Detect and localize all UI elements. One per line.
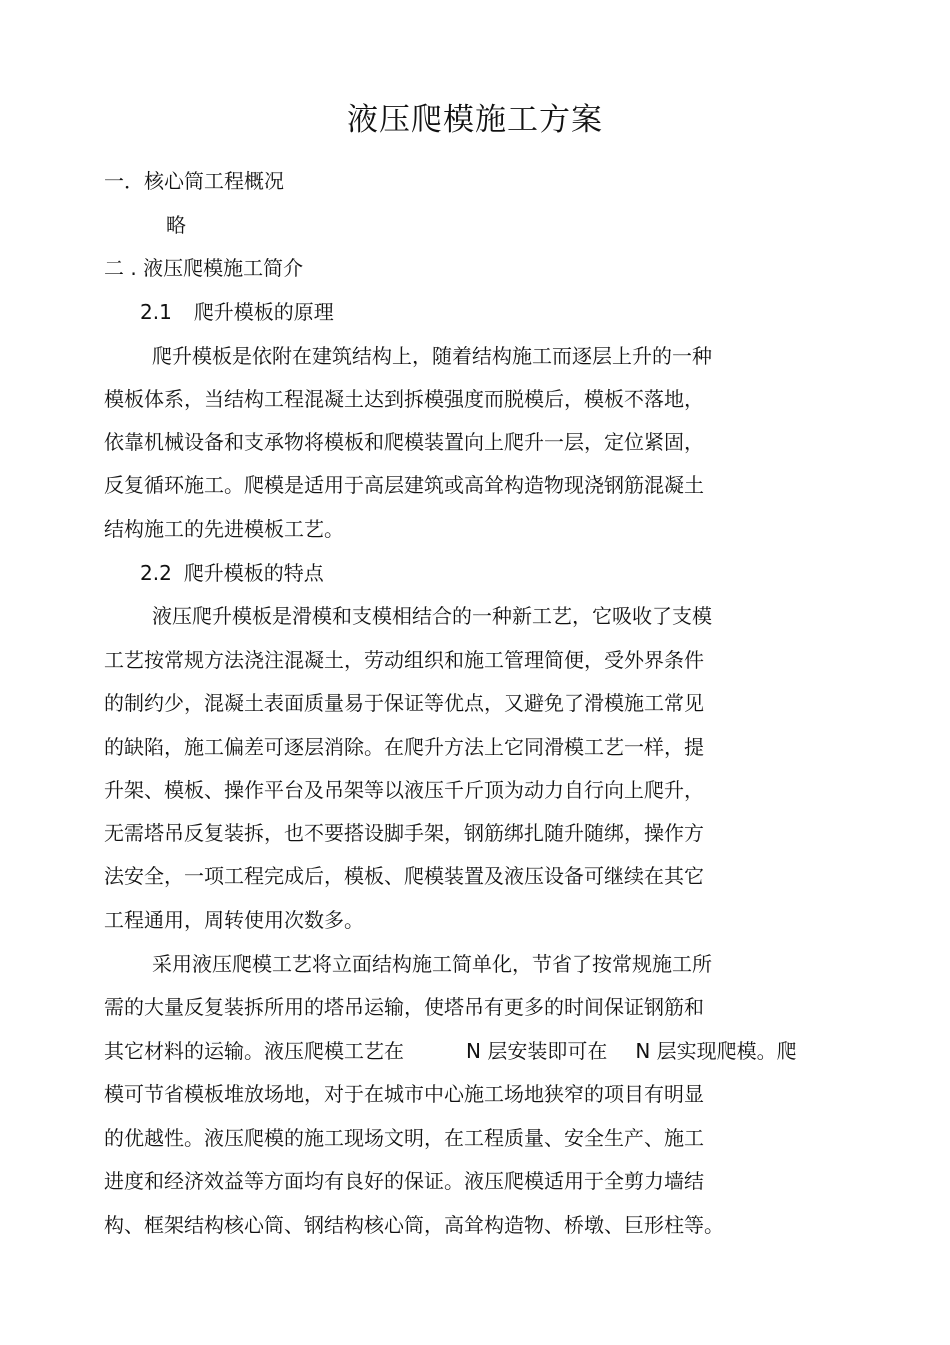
paragraph-line: 模可节省模板堆放场地，对于在城市中心施工场地狭窄的项目有明显: [104, 1082, 704, 1106]
subsection-2-1-heading: [140, 298, 334, 326]
paragraph-segment: 其它材料的运输。液压爬模工艺在: [104, 1039, 404, 1063]
paragraph-segment: N 层实现爬模。爬: [635, 1039, 797, 1063]
subsection-2-1-title: 爬升模板的原理: [193, 300, 334, 324]
paragraph-line: 无需塔吊反复装拆，也不要搭设脚手架，钢筋绑扎随升随绑，操作方: [104, 821, 704, 845]
subsection-2-1-number: 2.1: [140, 300, 172, 324]
paragraph-line: 的缺陷，施工偏差可逐层消除。在爬升方法上它同滑模工艺一样，提: [104, 735, 704, 759]
paragraph-line: 依靠机械设备和支承物将模板和爬模装置向上爬升一层，定位紧固，: [104, 430, 704, 454]
paragraph-line: 反复循环施工。爬模是适用于高层建筑或高耸构造物现浇钢筋混凝土: [104, 473, 704, 497]
paragraph-line: [104, 1037, 797, 1065]
paragraph-line: 工程通用，周转使用次数多。: [104, 908, 364, 932]
paragraph-line: 升架、模板、操作平台及吊架等以液压千斤顶为动力自行向上爬升，: [104, 778, 704, 802]
paragraph-line: 法安全，一项工程完成后，模板、爬模装置及液压设备可继续在其它: [104, 864, 704, 888]
subsection-2-2-heading: [140, 559, 324, 587]
subsection-2-2-title: 爬升模板的特点: [183, 561, 324, 585]
section-2-heading: 二 . 液压爬模施工简介: [104, 256, 304, 280]
paragraph-line: 的制约少，混凝土表面质量易于保证等优点，又避免了滑模施工常见: [104, 691, 704, 715]
paragraph-line: 需的大量反复装拆所用的塔吊运输，使塔吊有更多的时间保证钢筋和: [104, 995, 704, 1019]
subsection-2-2-number: 2.2: [140, 561, 172, 585]
paragraph-line: 采用液压爬模工艺将立面结构施工简单化，节省了按常规施工所: [152, 952, 712, 976]
paragraph-segment: N 层安装即可在: [466, 1039, 608, 1063]
paragraph-line: 爬升模板是依附在建筑结构上，随着结构施工而逐层上升的一种: [152, 344, 712, 368]
paragraph-line: 的优越性。液压爬模的施工现场文明，在工程质量、安全生产、施工: [104, 1126, 704, 1150]
paragraph-line: 工艺按常规方法浇注混凝土，劳动组织和施工管理简便，受外界条件: [104, 648, 704, 672]
paragraph-line: 结构施工的先进模板工艺。: [104, 517, 344, 541]
paragraph-line: 进度和经济效益等方面均有良好的保证。液压爬模适用于全剪力墙结: [104, 1169, 704, 1193]
document-title: 液压爬模施工方案: [347, 102, 603, 138]
section-1-body: 略: [166, 213, 186, 237]
paragraph-line: 模板体系，当结构工程混凝土达到拆模强度而脱模后，模板不落地，: [104, 387, 704, 411]
paragraph-line: 构、框架结构核心筒、钢结构核心筒，高耸构造物、桥墩、巨形柱等。: [104, 1213, 724, 1237]
paragraph-line: 液压爬升模板是滑模和支模相结合的一种新工艺，它吸收了支模: [152, 604, 712, 628]
section-1-heading: 一．核心筒工程概况: [104, 169, 284, 193]
